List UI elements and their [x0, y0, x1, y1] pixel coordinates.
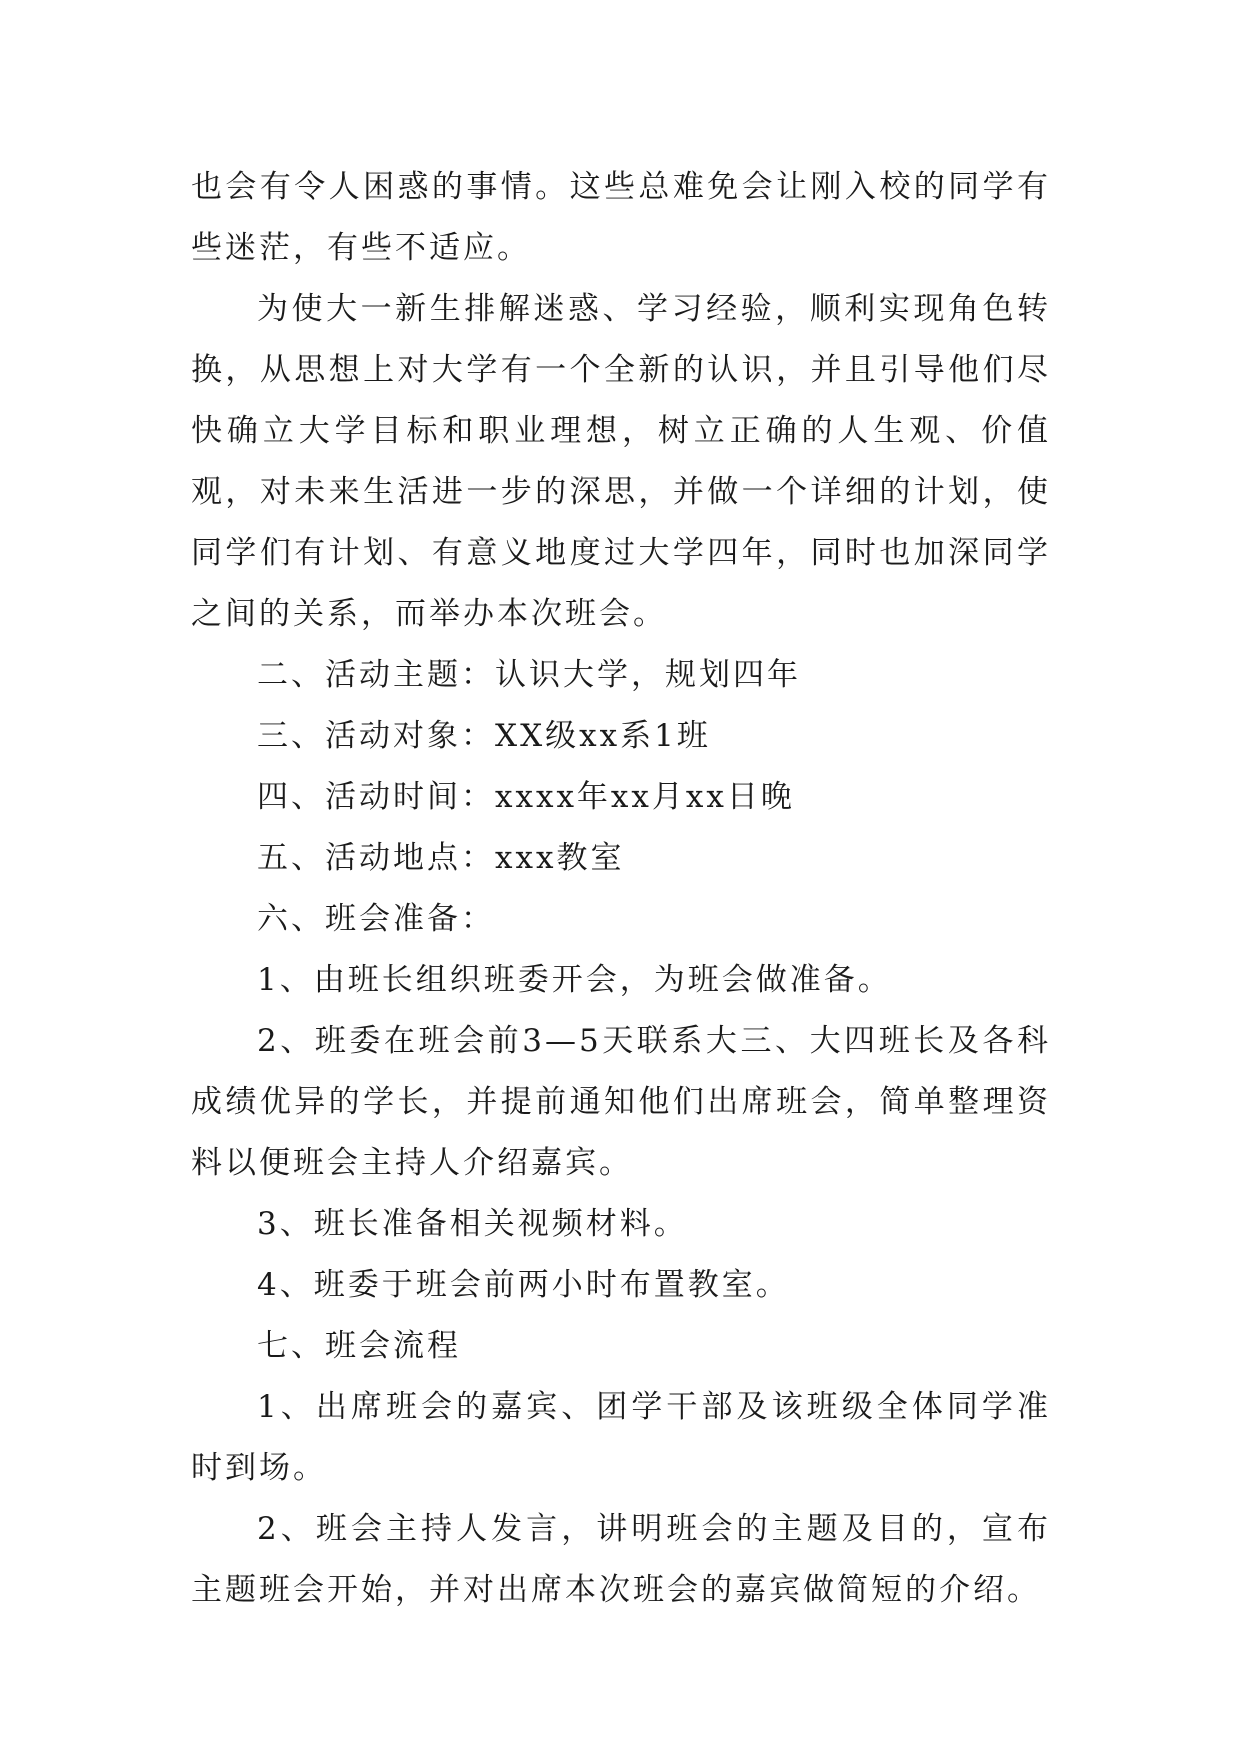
section-heading: 六、班会准备： — [257, 901, 495, 937]
section-heading: 四、活动时间：xxxx年xx月xx日晚 — [257, 779, 795, 815]
list-item: 3、班长准备相关视频材料。 — [257, 1206, 688, 1242]
paragraph: 为使大一新生排解迷惑、学习经验，顺利实现角色转换，从思想上对大学有一个全新的认识，并且引导他们尽快确立大学目标和职业理想，树立正确的人生观、价值观，对未来生活进一步的深思，并做一个详细的计划，使同学们有计划、有意义地度过大学四年，同时也加深同学之间的关系，而举办本次班会。 — [191, 291, 1051, 632]
section-heading: 二、活动主题：认识大学，规划四年 — [257, 657, 801, 693]
list-item: 4、班委于班会前两小时布置教室。 — [257, 1267, 790, 1303]
section-heading: 七、班会流程 — [257, 1328, 461, 1364]
list-item: 2、班委在班会前3—5天联系大三、大四班长及各科成绩优异的学长，并提前通知他们出席班会，简单整理资料以便班会主持人介绍嘉宾。 — [191, 1023, 1051, 1181]
document-body — [191, 157, 1051, 1621]
paragraph: 也会有令人困惑的事情。这些总难免会让刚入校的同学有些迷茫，有些不适应。 — [191, 169, 1051, 266]
list-item: 2、班会主持人发言，讲明班会的主题及目的，宣布主题班会开始，并对出席本次班会的嘉宾做简短的介绍。 — [191, 1511, 1051, 1608]
list-item: 1、由班长组织班委开会，为班会做准备。 — [257, 962, 892, 998]
section-heading: 五、活动地点：xxx教室 — [257, 840, 625, 876]
list-item: 1、出席班会的嘉宾、团学干部及该班级全体同学准时到场。 — [191, 1389, 1051, 1486]
section-heading: 三、活动对象：XX级xx系1班 — [257, 718, 711, 754]
